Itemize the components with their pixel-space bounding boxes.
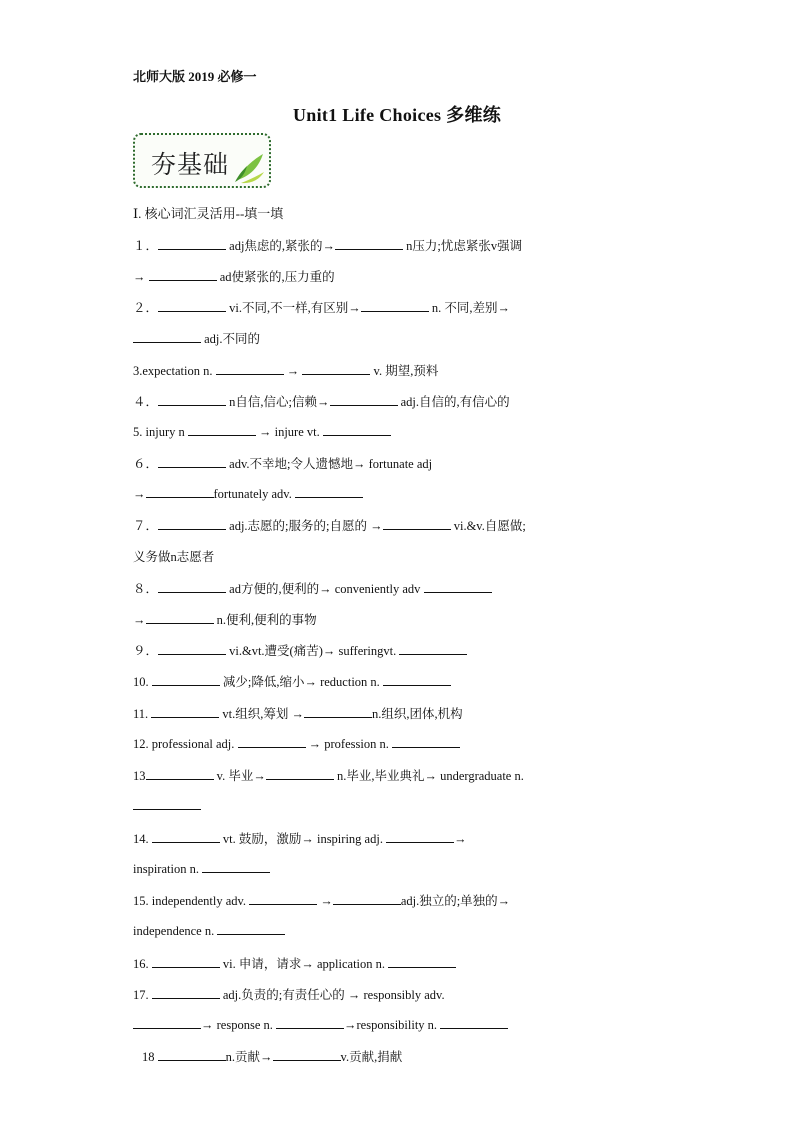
- leaf-icon: [231, 150, 267, 186]
- item-text: adj.独立的;单独的→: [400, 894, 511, 908]
- item-text: fortunately adv.: [213, 487, 295, 501]
- answer-blank[interactable]: [146, 767, 214, 780]
- answer-blank[interactable]: [383, 517, 451, 530]
- item-text: n.贡献→: [225, 1050, 273, 1064]
- item-text: vt. 鼓励，激励→ inspiring adj.: [219, 832, 387, 846]
- item-number: ４．: [133, 395, 159, 409]
- exercise-line-24: [133, 954, 456, 972]
- answer-blank[interactable]: [133, 330, 201, 343]
- answer-blank[interactable]: [158, 237, 226, 250]
- item-text: 10.: [133, 675, 152, 689]
- exercise-line-9: [133, 485, 363, 502]
- item-text: vi. 申请，请求→ application n.: [219, 957, 389, 971]
- answer-blank[interactable]: [216, 362, 284, 375]
- answer-blank[interactable]: [383, 673, 451, 686]
- item-text: inspiration n.: [133, 862, 203, 876]
- item-number: １．: [133, 239, 159, 253]
- exercise-line-18: [133, 766, 524, 784]
- item-text: adj焦虑的,紧张的→: [226, 239, 336, 253]
- item-text: ad使紧张的,压力重的: [216, 270, 335, 284]
- item-text: adv.不幸地;令人遗憾地→ fortunate adj: [226, 457, 433, 471]
- item-text: 12. professional adj.: [133, 737, 238, 751]
- item-text: 16.: [133, 957, 152, 971]
- answer-blank[interactable]: [158, 393, 226, 406]
- item-text: 3.expectation n.: [133, 364, 216, 378]
- answer-blank[interactable]: [152, 955, 220, 968]
- exercise-line-13: [133, 610, 317, 628]
- item-text: →: [454, 832, 467, 846]
- answer-blank[interactable]: [151, 705, 219, 718]
- answer-blank[interactable]: [302, 362, 370, 375]
- answer-blank[interactable]: [388, 955, 456, 968]
- exercise-line-5: [133, 361, 438, 379]
- item-text: adj.负责的;有责任心的 → responsibly adv.: [219, 988, 445, 1002]
- item-text: 13: [133, 769, 146, 783]
- exercise-line-26: [133, 1016, 508, 1033]
- exercise-line-11: [133, 547, 214, 565]
- item-text: 11.: [133, 707, 152, 721]
- item-text: n压力;忧虑紧张v强调: [403, 239, 523, 253]
- exercise-line-17: [133, 735, 460, 752]
- exercise-line-19: [133, 797, 201, 814]
- answer-blank[interactable]: [335, 237, 403, 250]
- exercise-line-8: [133, 454, 432, 472]
- answer-blank[interactable]: [273, 1048, 341, 1061]
- answer-blank[interactable]: [152, 986, 220, 999]
- item-text: v. 期望,预料: [370, 364, 439, 378]
- exercise-line-22: [133, 891, 510, 909]
- item-text: adj.志愿的;服务的;自愿的 →: [226, 519, 383, 533]
- item-text: →: [133, 613, 146, 627]
- item-text: →: [133, 270, 149, 284]
- item-text: vi.不同,不一样,有区别→: [226, 301, 361, 315]
- item-text: n自信,信心;信赖→: [226, 395, 330, 409]
- item-text: 15. independently adv.: [133, 894, 250, 908]
- item-text: v. 毕业→: [213, 769, 266, 783]
- item-number: ６．: [133, 457, 159, 471]
- item-text: independence n.: [133, 924, 218, 938]
- item-text: v.贡献,捐献: [340, 1050, 403, 1064]
- item-text: →responsibility n.: [344, 1018, 441, 1032]
- item-number: ２．: [133, 301, 159, 315]
- exercise-line-27: [142, 1047, 402, 1065]
- answer-blank[interactable]: [295, 485, 363, 498]
- item-text: →: [317, 894, 333, 908]
- item-text: →: [283, 364, 303, 378]
- exercise-line-12: [133, 579, 492, 597]
- answer-blank[interactable]: [152, 673, 220, 686]
- item-number: ７．: [133, 519, 159, 533]
- answer-blank[interactable]: [152, 830, 220, 843]
- answer-blank[interactable]: [304, 705, 372, 718]
- item-text: → response n.: [201, 1018, 276, 1032]
- answer-blank[interactable]: [158, 517, 226, 530]
- answer-blank[interactable]: [158, 455, 226, 468]
- exercise-line-4: [133, 329, 260, 347]
- item-text: n.组织,团体,机构: [372, 707, 463, 721]
- badge-label: 夯基础: [151, 150, 230, 179]
- item-number: ８．: [133, 582, 159, 596]
- item-text: 18: [142, 1050, 158, 1064]
- item-number: ９．: [133, 644, 159, 658]
- item-text: adj.自信的,有信心的: [397, 395, 510, 409]
- exercise-line-15: [133, 672, 451, 690]
- item-text: n. 不同,差别→: [428, 301, 511, 315]
- answer-blank[interactable]: [158, 642, 226, 655]
- item-text: vi.&vt.遭受(痛苦)→ sufferingvt.: [226, 644, 400, 658]
- item-text: n.毕业,毕业典礼→ undergraduate n.: [333, 769, 524, 783]
- item-text: 14.: [133, 832, 152, 846]
- answer-blank[interactable]: [133, 797, 201, 810]
- answer-blank[interactable]: [333, 892, 401, 905]
- answer-blank[interactable]: [149, 268, 217, 281]
- answer-blank[interactable]: [330, 393, 398, 406]
- answer-blank[interactable]: [361, 299, 429, 312]
- exercise-line-21: [133, 860, 270, 877]
- edition-tag: 北师大版 2019 必修一: [133, 69, 257, 84]
- item-text: vt.组织,筹划 →: [219, 707, 305, 721]
- exercise-line-14: [133, 641, 467, 659]
- answer-blank[interactable]: [392, 735, 460, 748]
- page-title: Unit1 Life Choices 多维练: [292, 105, 502, 125]
- exercise-line-6: [133, 392, 510, 410]
- exercise-line-10: [133, 516, 526, 534]
- answer-blank[interactable]: [323, 423, 391, 436]
- answer-blank[interactable]: [238, 735, 306, 748]
- answer-blank[interactable]: [146, 611, 214, 624]
- item-text: 义务做n志愿者: [133, 550, 215, 564]
- answer-blank[interactable]: [158, 580, 226, 593]
- item-text: vi.&v.自愿做;: [450, 519, 526, 533]
- item-text: n.便利,便利的事物: [213, 613, 317, 627]
- answer-blank[interactable]: [158, 299, 226, 312]
- item-text: 17.: [133, 988, 152, 1002]
- section-badge: [133, 133, 271, 188]
- answer-blank[interactable]: [146, 485, 214, 498]
- answer-blank[interactable]: [217, 922, 285, 935]
- answer-blank[interactable]: [202, 860, 270, 873]
- item-text: → profession n.: [305, 737, 392, 751]
- exercise-line-20: [133, 829, 467, 847]
- item-text: 5. injury n: [133, 425, 188, 439]
- exercise-line-7: [133, 423, 391, 440]
- item-text: →: [133, 487, 146, 501]
- item-text: 减少;降低,缩小→ reduction n.: [219, 675, 383, 689]
- exercise-line-2: [133, 267, 335, 285]
- item-text: ad方便的,便利的→ conveniently adv: [226, 582, 424, 596]
- answer-blank[interactable]: [424, 580, 492, 593]
- answer-blank[interactable]: [158, 1048, 226, 1061]
- answer-blank[interactable]: [386, 830, 454, 843]
- section-heading: Ⅰ. 核心词汇灵活用--填一填: [133, 206, 284, 221]
- answer-blank[interactable]: [276, 1016, 344, 1029]
- exercise-line-16: [133, 704, 463, 722]
- answer-blank[interactable]: [440, 1016, 508, 1029]
- exercise-line-25: [133, 985, 445, 1003]
- exercise-line-3: [133, 298, 510, 316]
- item-text: adj.不同的: [201, 332, 261, 346]
- exercise-line-1: [133, 236, 522, 254]
- answer-blank[interactable]: [266, 767, 334, 780]
- exercise-line-23: [133, 922, 285, 939]
- answer-blank[interactable]: [249, 892, 317, 905]
- answer-blank[interactable]: [188, 423, 256, 436]
- answer-blank[interactable]: [133, 1016, 201, 1029]
- item-text: → injure vt.: [255, 425, 323, 439]
- answer-blank[interactable]: [399, 642, 467, 655]
